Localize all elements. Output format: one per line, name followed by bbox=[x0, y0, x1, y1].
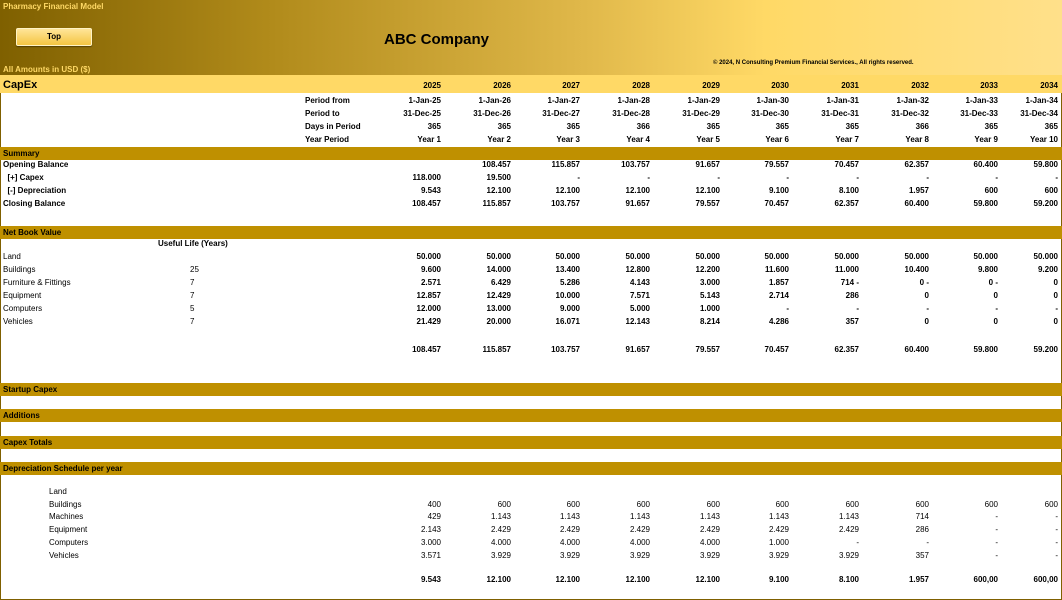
year-header: 2034 bbox=[1040, 81, 1058, 90]
nbv-row-value: 9.600 bbox=[420, 265, 441, 274]
dep-row-value: 3.929 bbox=[559, 550, 580, 560]
nbv-row-value: 10.400 bbox=[904, 265, 929, 274]
capex-totals-header-label: Capex Totals bbox=[3, 438, 53, 447]
nbv-row-label: Equipment bbox=[3, 291, 42, 300]
dep-row-value: 2.429 bbox=[629, 525, 650, 535]
period-row-value: Year 7 bbox=[835, 135, 859, 144]
period-row-value: 365 bbox=[1044, 122, 1058, 131]
period-row-value: 31-Dec-31 bbox=[821, 109, 859, 118]
useful-life-value: 7 bbox=[190, 317, 195, 326]
dep-row-value: 600 bbox=[984, 499, 998, 509]
summary-row-value: - bbox=[786, 173, 789, 182]
summary-section-header-label: Summary bbox=[3, 149, 40, 158]
year-header: 2028 bbox=[632, 81, 650, 90]
useful-life-value: 25 bbox=[190, 265, 199, 274]
nbv-row-label: Furniture & Fittings bbox=[3, 278, 71, 287]
dep-row-value: 4.000 bbox=[559, 537, 580, 547]
nbv-row-value: 50.000 bbox=[764, 252, 789, 261]
summary-row-value: 103.757 bbox=[551, 199, 580, 208]
nbv-section-header-label: Net Book Value bbox=[3, 228, 62, 237]
period-row-value: 1-Jan-31 bbox=[826, 96, 859, 105]
period-row-value: Year 9 bbox=[974, 135, 998, 144]
period-row-value: 31-Dec-28 bbox=[612, 109, 650, 118]
company-name: ABC Company bbox=[384, 31, 490, 48]
summary-row-value: 59.800 bbox=[1033, 160, 1058, 169]
nbv-total-value: 108.457 bbox=[412, 345, 441, 354]
dep-row-value: 600 bbox=[1044, 499, 1058, 509]
dep-row-value: 1.143 bbox=[490, 512, 511, 522]
summary-row-label: Closing Balance bbox=[3, 199, 66, 208]
nbv-row-value: 0 - bbox=[919, 278, 929, 287]
summary-row-value: 118.000 bbox=[412, 173, 441, 182]
period-row-value: 31-Dec-25 bbox=[403, 109, 441, 118]
nbv-row-value: 3.000 bbox=[699, 278, 720, 287]
period-row-value: 31-Dec-29 bbox=[682, 109, 720, 118]
dep-row-value: - bbox=[995, 525, 998, 535]
summary-row-label: Opening Balance bbox=[3, 160, 69, 169]
summary-row-value: 79.557 bbox=[695, 199, 720, 208]
dep-total-value: 1.957 bbox=[908, 575, 929, 584]
nbv-row-value: 12.000 bbox=[416, 304, 441, 313]
dep-row-value: - bbox=[1055, 525, 1058, 535]
nbv-row-value: 1.857 bbox=[768, 278, 789, 287]
dep-row-value: 600 bbox=[775, 499, 789, 509]
summary-row-value: 8.100 bbox=[838, 186, 859, 195]
period-row-value: 1-Jan-26 bbox=[478, 96, 511, 105]
dep-row-value: 3.929 bbox=[629, 550, 650, 560]
period-row-label: Year Period bbox=[305, 135, 350, 144]
nbv-row-value: - bbox=[926, 304, 929, 313]
nbv-row-value: 16.071 bbox=[555, 317, 580, 326]
nbv-row-value: 5.000 bbox=[629, 304, 650, 313]
dep-row-value: - bbox=[1055, 512, 1058, 522]
dep-row-value: 3.571 bbox=[420, 550, 441, 560]
dep-row-value: 600 bbox=[636, 499, 650, 509]
period-row-value: 31-Dec-33 bbox=[960, 109, 998, 118]
dep-row-label: Machines bbox=[49, 512, 84, 522]
nbv-total-value: 59.800 bbox=[973, 345, 998, 354]
dep-total-value: 600,00 bbox=[973, 575, 998, 584]
nbv-row-value: 4.143 bbox=[629, 278, 650, 287]
depreciation-schedule-header-label: Depreciation Schedule per year bbox=[3, 464, 123, 473]
nbv-row-value: 0 bbox=[924, 317, 929, 326]
nbv-row-value: 0 bbox=[1053, 317, 1058, 326]
dep-row-value: 1.143 bbox=[768, 512, 789, 522]
summary-row-value: - bbox=[856, 173, 859, 182]
nbv-row-value: 8.214 bbox=[699, 317, 720, 326]
summary-row-value: 62.357 bbox=[904, 160, 929, 169]
period-row-value: 31-Dec-34 bbox=[1020, 109, 1058, 118]
nbv-row-label: Vehicles bbox=[3, 317, 33, 326]
dep-row-value: 2.429 bbox=[490, 525, 511, 535]
dep-row-value: 4.000 bbox=[629, 537, 650, 547]
summary-row-value: 115.857 bbox=[551, 160, 580, 169]
dep-row-value: 4.000 bbox=[490, 537, 511, 547]
dep-row-value: - bbox=[926, 537, 929, 547]
dep-row-value: 714 bbox=[915, 512, 929, 522]
dep-row-value: 429 bbox=[427, 512, 441, 522]
dep-total-value: 12.100 bbox=[625, 575, 650, 584]
depreciation-schedule-header bbox=[0, 462, 1062, 475]
nbv-row-value: 0 bbox=[1053, 278, 1058, 287]
period-row-value: 365 bbox=[984, 122, 998, 131]
nbv-row-value: 6.429 bbox=[490, 278, 511, 287]
dep-total-value: 12.100 bbox=[486, 575, 511, 584]
nbv-total-value: 79.557 bbox=[695, 345, 720, 354]
dep-row-value: 600 bbox=[497, 499, 511, 509]
summary-row-value: 60.400 bbox=[904, 199, 929, 208]
nbv-row-value: - bbox=[995, 304, 998, 313]
dep-row-value: 1.143 bbox=[699, 512, 720, 522]
dep-row-value: - bbox=[995, 537, 998, 547]
summary-row-value: - bbox=[995, 173, 998, 182]
nbv-row-value: 13.000 bbox=[486, 304, 511, 313]
dep-row-value: 3.929 bbox=[838, 550, 859, 560]
capex-totals-header bbox=[0, 436, 1062, 449]
dep-row-value: - bbox=[1055, 550, 1058, 560]
period-row-value: 1-Jan-33 bbox=[965, 96, 998, 105]
dep-row-value: - bbox=[856, 537, 859, 547]
dep-row-value: 2.143 bbox=[420, 525, 441, 535]
nbv-row-value: 10.000 bbox=[555, 291, 580, 300]
nbv-row-value: 12.429 bbox=[486, 291, 511, 300]
period-row-value: Year 4 bbox=[626, 135, 650, 144]
year-header: 2032 bbox=[911, 81, 929, 90]
useful-life-header: Useful Life (Years) bbox=[158, 239, 228, 248]
summary-row-value: 600 bbox=[984, 186, 998, 195]
additions-header-label: Additions bbox=[3, 411, 40, 420]
period-row-value: Year 6 bbox=[765, 135, 789, 144]
nbv-row-value: 11.000 bbox=[834, 265, 859, 274]
period-row-value: 365 bbox=[497, 122, 511, 131]
nbv-row-value: 50.000 bbox=[486, 252, 511, 261]
nbv-row-value: 4.286 bbox=[768, 317, 789, 326]
period-row-label: Days in Period bbox=[305, 122, 361, 131]
dep-row-value: - bbox=[995, 512, 998, 522]
dep-row-value: - bbox=[1055, 537, 1058, 547]
nbv-row-value: 714 - bbox=[840, 278, 859, 287]
period-row-value: Year 8 bbox=[905, 135, 929, 144]
period-row-label: Period to bbox=[305, 109, 340, 118]
nbv-row-value: 9.000 bbox=[559, 304, 580, 313]
dep-row-value: 1.143 bbox=[629, 512, 650, 522]
nbv-row-value: 5.143 bbox=[699, 291, 720, 300]
capex-title: CapEx bbox=[3, 79, 38, 91]
summary-row-value: 59.200 bbox=[1033, 199, 1058, 208]
summary-row-value: 79.557 bbox=[764, 160, 789, 169]
dep-row-value: 3.929 bbox=[768, 550, 789, 560]
nbv-row-value: 12.800 bbox=[625, 265, 650, 274]
summary-row-value: 59.800 bbox=[973, 199, 998, 208]
summary-row-value: 12.100 bbox=[486, 186, 511, 195]
period-row-value: 31-Dec-26 bbox=[473, 109, 511, 118]
summary-row-value: 60.400 bbox=[973, 160, 998, 169]
nbv-row-value: 12.143 bbox=[625, 317, 650, 326]
nbv-total-value: 60.400 bbox=[904, 345, 929, 354]
nbv-section-header bbox=[0, 226, 1062, 239]
dep-row-value: 600 bbox=[706, 499, 720, 509]
period-row-value: 1-Jan-27 bbox=[547, 96, 580, 105]
summary-row-value: 600 bbox=[1044, 186, 1058, 195]
summary-row-value: 70.457 bbox=[764, 199, 789, 208]
dep-row-label: Buildings bbox=[49, 499, 82, 509]
nbv-row-value: 50.000 bbox=[973, 252, 998, 261]
dep-row-value: - bbox=[995, 550, 998, 560]
summary-section-header bbox=[0, 147, 1062, 160]
period-row-value: Year 3 bbox=[556, 135, 580, 144]
summary-row-value: 1.957 bbox=[908, 186, 929, 195]
nbv-row-value: 13.400 bbox=[555, 265, 580, 274]
dep-total-value: 600,00 bbox=[1033, 575, 1058, 584]
nbv-total-value: 62.357 bbox=[834, 345, 859, 354]
period-row-value: 1-Jan-28 bbox=[617, 96, 650, 105]
year-header: 2027 bbox=[562, 81, 580, 90]
period-row-value: 1-Jan-29 bbox=[687, 96, 720, 105]
summary-row-value: 91.657 bbox=[695, 160, 720, 169]
top-button[interactable]: Top bbox=[16, 28, 92, 46]
nbv-row-value: 50.000 bbox=[625, 252, 650, 261]
period-row-label: Period from bbox=[305, 96, 350, 105]
period-row-value: 366 bbox=[915, 122, 929, 131]
nbv-row-value: - bbox=[786, 304, 789, 313]
period-row-value: 365 bbox=[775, 122, 789, 131]
year-header: 2031 bbox=[841, 81, 859, 90]
period-row-value: Year 2 bbox=[487, 135, 511, 144]
summary-row-value: 108.457 bbox=[412, 199, 441, 208]
period-row-value: 1-Jan-30 bbox=[756, 96, 789, 105]
nbv-row-value: 50.000 bbox=[416, 252, 441, 261]
nbv-total-value: 91.657 bbox=[625, 345, 650, 354]
additions-header bbox=[0, 409, 1062, 422]
dep-row-value: 286 bbox=[915, 525, 929, 535]
nbv-row-value: - bbox=[1055, 304, 1058, 313]
nbv-row-value: 20.000 bbox=[486, 317, 511, 326]
dep-row-value: 1.000 bbox=[768, 537, 789, 547]
nbv-row-value: 0 bbox=[1053, 291, 1058, 300]
summary-row-value: - bbox=[577, 173, 580, 182]
summary-row-value: 108.457 bbox=[482, 160, 511, 169]
dep-row-value: 3.929 bbox=[699, 550, 720, 560]
useful-life-value: 5 bbox=[190, 304, 195, 313]
dep-row-value: 2.429 bbox=[559, 525, 580, 535]
dep-row-value: 4.000 bbox=[699, 537, 720, 547]
period-row-value: 1-Jan-25 bbox=[408, 96, 441, 105]
nbv-row-value: 11.600 bbox=[764, 265, 789, 274]
nbv-total-value: 59.200 bbox=[1033, 345, 1058, 354]
summary-row-value: 115.857 bbox=[482, 199, 511, 208]
summary-row-value: 9.543 bbox=[420, 186, 441, 195]
period-row-value: 1-Jan-32 bbox=[896, 96, 929, 105]
nbv-row-value: 50.000 bbox=[695, 252, 720, 261]
dep-row-value: 2.429 bbox=[838, 525, 859, 535]
dep-row-value: 400 bbox=[427, 499, 441, 509]
startup-capex-header-label: Startup Capex bbox=[3, 385, 58, 394]
dep-total-value: 9.543 bbox=[420, 575, 441, 584]
nbv-row-label: Buildings bbox=[3, 265, 36, 274]
dep-total-value: 8.100 bbox=[838, 575, 859, 584]
dep-row-value: 1.143 bbox=[559, 512, 580, 522]
nbv-row-value: 357 bbox=[845, 317, 859, 326]
summary-row-value: 62.357 bbox=[834, 199, 859, 208]
nbv-row-value: 0 bbox=[924, 291, 929, 300]
nbv-row-value: 21.429 bbox=[416, 317, 441, 326]
dep-row-label: Computers bbox=[49, 537, 89, 547]
nbv-row-value: 2.571 bbox=[420, 278, 441, 287]
nbv-row-value: 50.000 bbox=[1033, 252, 1058, 261]
amounts-unit-label: All Amounts in USD ($) bbox=[3, 65, 91, 74]
dep-row-value: 3.000 bbox=[420, 537, 441, 547]
period-row-value: Year 1 bbox=[417, 135, 441, 144]
dep-total-value: 12.100 bbox=[695, 575, 720, 584]
nbv-row-value: 0 bbox=[993, 291, 998, 300]
period-row-value: 31-Dec-30 bbox=[751, 109, 789, 118]
nbv-row-value: 12.857 bbox=[416, 291, 441, 300]
summary-row-label: [-] Depreciation bbox=[3, 186, 67, 195]
year-header: 2026 bbox=[493, 81, 511, 90]
summary-row-value: 103.757 bbox=[621, 160, 650, 169]
summary-row-value: 70.457 bbox=[834, 160, 859, 169]
summary-row-value: 12.100 bbox=[555, 186, 580, 195]
year-header: 2030 bbox=[771, 81, 789, 90]
nbv-row-value: 1.000 bbox=[699, 304, 720, 313]
useful-life-value: 7 bbox=[190, 291, 195, 300]
nbv-row-value: 286 bbox=[845, 291, 859, 300]
nbv-row-value: 12.200 bbox=[695, 265, 720, 274]
year-header: 2025 bbox=[423, 81, 441, 90]
summary-row-value: - bbox=[1055, 173, 1058, 182]
period-row-value: 31-Dec-32 bbox=[891, 109, 929, 118]
summary-row-value: 12.100 bbox=[695, 186, 720, 195]
copyright-notice: © 2024, N Consulting Premium Financial Services., All rights reserved. bbox=[713, 60, 914, 66]
dep-row-label: Land bbox=[49, 487, 67, 496]
nbv-row-value: 5.286 bbox=[559, 278, 580, 287]
dep-row-value: 357 bbox=[915, 550, 929, 560]
header-banner bbox=[0, 0, 1062, 75]
summary-row-value: 19.500 bbox=[486, 173, 511, 182]
dep-row-value: 2.429 bbox=[699, 525, 720, 535]
dep-row-value: 600 bbox=[845, 499, 859, 509]
nbv-row-value: 0 - bbox=[988, 278, 998, 287]
period-row-value: 365 bbox=[706, 122, 720, 131]
summary-row-value: - bbox=[647, 173, 650, 182]
nbv-total-value: 103.757 bbox=[551, 345, 580, 354]
period-row-value: 365 bbox=[566, 122, 580, 131]
period-row-value: 31-Dec-27 bbox=[542, 109, 580, 118]
dep-row-value: 1.143 bbox=[838, 512, 859, 522]
dep-total-value: 12.100 bbox=[555, 575, 580, 584]
nbv-row-value: 0 bbox=[993, 317, 998, 326]
dep-row-label: Equipment bbox=[49, 525, 88, 535]
summary-row-value: 9.100 bbox=[768, 186, 789, 195]
dep-row-value: 600 bbox=[915, 499, 929, 509]
nbv-row-value: 50.000 bbox=[904, 252, 929, 261]
period-row-value: 366 bbox=[636, 122, 650, 131]
nbv-row-value: 9.200 bbox=[1037, 265, 1058, 274]
useful-life-value: 7 bbox=[190, 278, 195, 287]
period-row-value: Year 10 bbox=[1029, 135, 1058, 144]
nbv-row-value: 9.800 bbox=[977, 265, 998, 274]
period-row-value: 365 bbox=[845, 122, 859, 131]
year-header: 2033 bbox=[980, 81, 998, 90]
summary-row-value: 91.657 bbox=[625, 199, 650, 208]
nbv-row-value: 2.714 bbox=[768, 291, 789, 300]
dep-row-label: Vehicles bbox=[49, 550, 79, 560]
dep-row-value: 2.429 bbox=[768, 525, 789, 535]
summary-row-label: [+] Capex bbox=[3, 173, 44, 182]
summary-row-value: - bbox=[926, 173, 929, 182]
year-header: 2029 bbox=[702, 81, 720, 90]
nbv-row-label: Land bbox=[3, 252, 21, 261]
nbv-row-value: 50.000 bbox=[555, 252, 580, 261]
period-row-value: 365 bbox=[427, 122, 441, 131]
period-row-value: Year 5 bbox=[696, 135, 720, 144]
startup-capex-header bbox=[0, 383, 1062, 396]
dep-row-value: 3.929 bbox=[490, 550, 511, 560]
nbv-row-value: 14.000 bbox=[486, 265, 511, 274]
nbv-row-value: 7.571 bbox=[629, 291, 650, 300]
nbv-total-value: 115.857 bbox=[482, 345, 511, 354]
period-row-value: 1-Jan-34 bbox=[1025, 96, 1058, 105]
nbv-total-value: 70.457 bbox=[764, 345, 789, 354]
nbv-row-value: 50.000 bbox=[834, 252, 859, 261]
dep-total-value: 9.100 bbox=[768, 575, 789, 584]
summary-row-value: 12.100 bbox=[625, 186, 650, 195]
dep-row-value: 600 bbox=[566, 499, 580, 509]
nbv-row-value: - bbox=[856, 304, 859, 313]
model-title: Pharmacy Financial Model bbox=[3, 2, 104, 11]
summary-row-value: - bbox=[717, 173, 720, 182]
nbv-row-label: Computers bbox=[3, 304, 43, 313]
